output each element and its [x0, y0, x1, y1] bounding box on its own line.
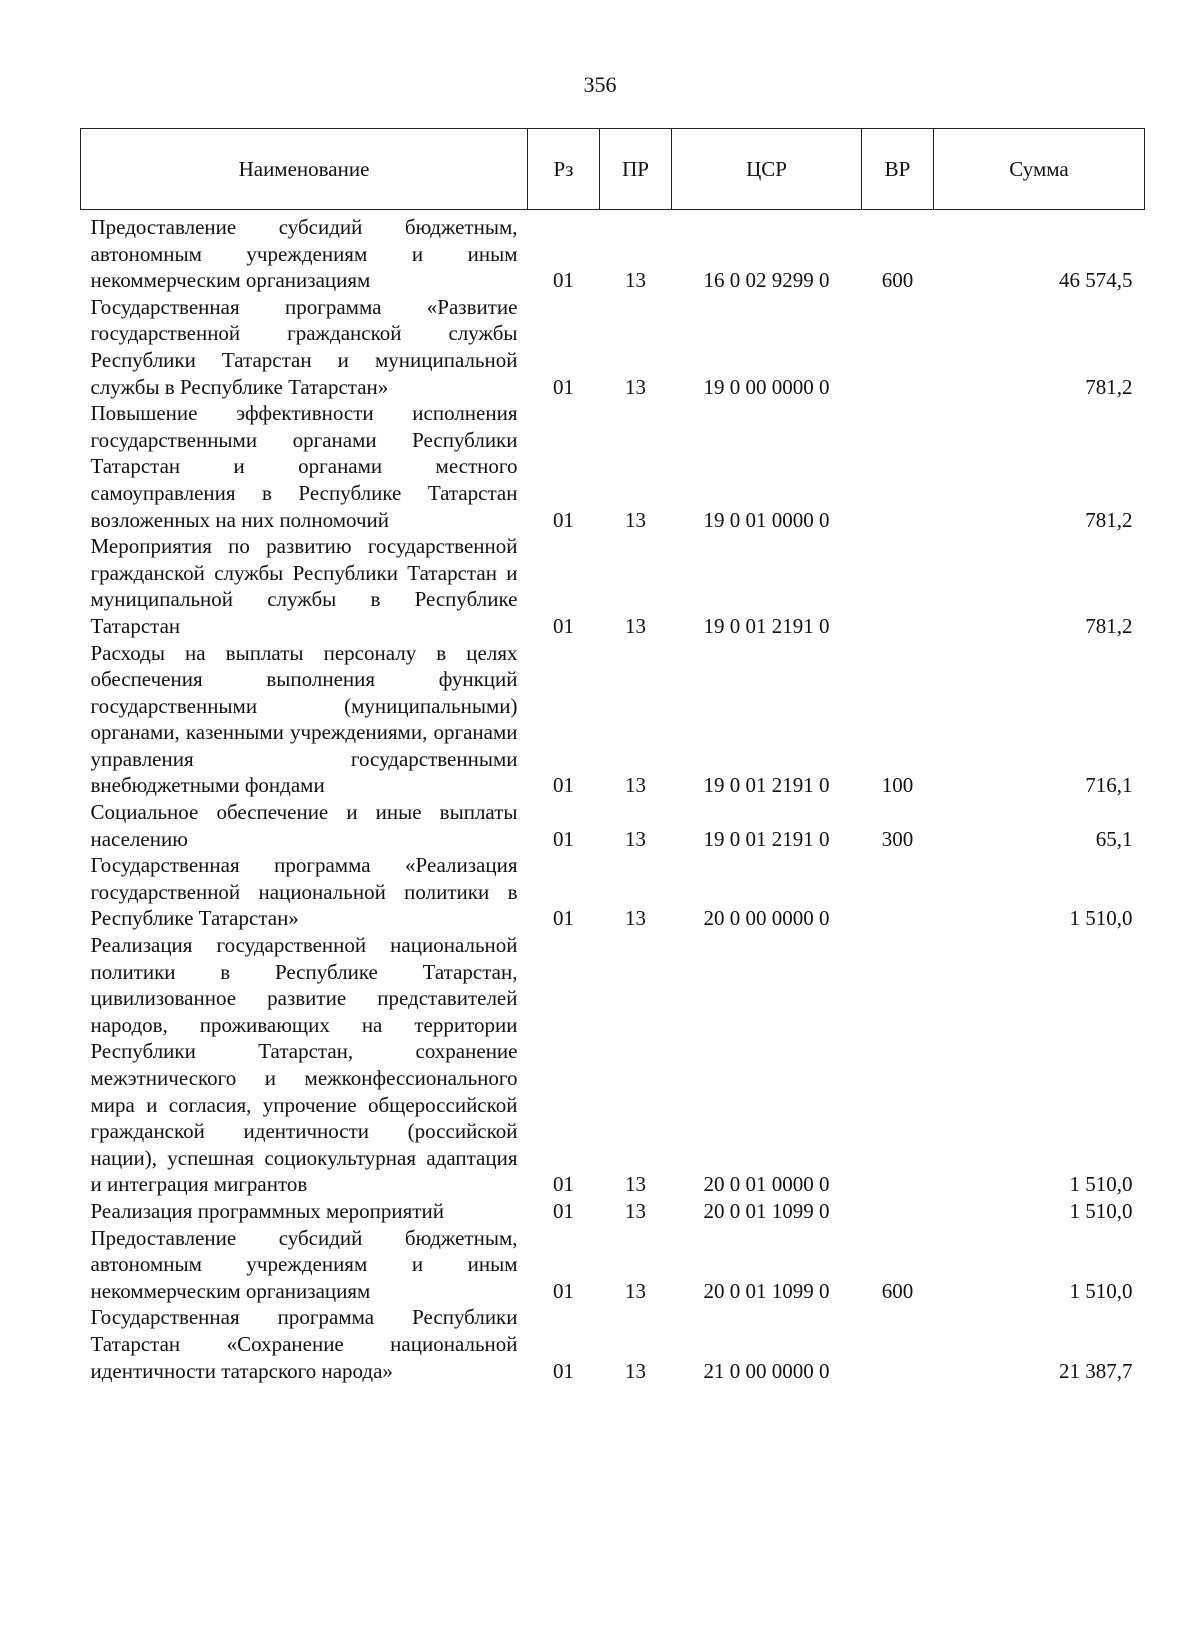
header-sum: Сумма — [934, 129, 1145, 210]
table-row — [81, 1225, 1145, 1305]
cell-sum: 1 510,0 — [1069, 906, 1133, 931]
cell-name: Государственная программа Республики Татарстан «Сохранение национальной идентичности татарского народа» — [90, 1305, 518, 1383]
table-row — [81, 1198, 1145, 1225]
cell-rz: 01 — [553, 826, 574, 851]
cell-csr: 16 0 02 9299 0 — [703, 268, 830, 293]
cell-sum: 46 574,5 — [1059, 268, 1133, 293]
header-pr: ПР — [600, 129, 672, 210]
cell-vr: 100 — [881, 773, 914, 798]
table-row — [81, 294, 1145, 400]
cell-sum: 1 510,0 — [1069, 1278, 1133, 1303]
header-csr: ЦСР — [672, 129, 862, 210]
cell-csr: 20 0 01 1099 0 — [703, 1278, 830, 1303]
cell-sum: 716,1 — [1085, 773, 1133, 798]
cell-csr: 19 0 01 2191 0 — [703, 773, 830, 798]
cell-name: Предоставление субсидий бюджетным, автономным учреждениям и иным некоммерческим организациям — [90, 215, 518, 293]
table-row — [81, 799, 1145, 852]
cell-vr — [862, 400, 934, 533]
cell-sum: 65,1 — [1095, 826, 1133, 851]
cell-vr: 600 — [881, 268, 914, 293]
header-vr: ВР — [862, 129, 934, 210]
cell-rz: 01 — [553, 374, 574, 399]
cell-vr — [862, 1198, 934, 1225]
cell-sum: 1 510,0 — [1069, 1198, 1133, 1223]
cell-pr: 13 — [625, 1358, 646, 1383]
cell-name: Реализация программных мероприятий — [90, 1198, 444, 1223]
cell-rz: 01 — [553, 613, 574, 638]
cell-name: Мероприятия по развитию государственной гражданской службы Республики Татарстан и муниципальной службы в Республике Татарстан — [90, 534, 518, 638]
cell-rz: 01 — [553, 906, 574, 931]
cell-rz: 01 — [553, 507, 574, 532]
cell-sum: 781,2 — [1085, 374, 1133, 399]
cell-name: Расходы на выплаты персоналу в целях обеспечения выполнения функций государственными (муниципальными) органами, казенными учреждениями, органами управления государственными внебюджетными фондами — [90, 640, 518, 798]
cell-csr: 20 0 01 1099 0 — [703, 1198, 830, 1223]
table-row — [81, 1304, 1145, 1384]
cell-pr: 13 — [625, 507, 646, 532]
cell-sum: 1 510,0 — [1069, 1172, 1133, 1197]
table-header — [81, 129, 1145, 210]
cell-name: Предоставление субсидий бюджетным, автономным учреждениям и иным некоммерческим организациям — [90, 1225, 518, 1303]
cell-vr — [862, 852, 934, 932]
cell-pr: 13 — [625, 906, 646, 931]
cell-rz: 01 — [553, 1172, 574, 1197]
cell-pr: 13 — [625, 773, 646, 798]
cell-pr: 13 — [625, 1172, 646, 1197]
cell-pr: 13 — [625, 613, 646, 638]
cell-rz: 01 — [553, 773, 574, 798]
cell-vr: 300 — [881, 826, 914, 851]
cell-csr: 19 0 01 2191 0 — [703, 826, 830, 851]
cell-csr: 20 0 01 0000 0 — [703, 1172, 830, 1197]
cell-csr: 19 0 01 0000 0 — [703, 507, 830, 532]
cell-rz: 01 — [553, 1198, 574, 1223]
cell-vr — [862, 533, 934, 639]
cell-name: Государственная программа «Развитие государственной гражданской службы Республики Татарстан и муниципальной службы в Республике Татарстан» — [90, 294, 518, 399]
header-rz: Рз — [528, 129, 600, 210]
cell-name: Социальное обеспечение и иные выплаты населению — [90, 800, 518, 851]
cell-pr: 13 — [625, 826, 646, 851]
cell-vr — [862, 1304, 934, 1384]
cell-sum: 21 387,7 — [1059, 1358, 1133, 1383]
cell-pr: 13 — [625, 1198, 646, 1223]
table-row — [81, 210, 1145, 294]
cell-vr — [862, 932, 934, 1198]
cell-rz: 01 — [553, 1358, 574, 1383]
table-row — [81, 400, 1145, 533]
cell-name: Повышение эффективности исполнения государственными органами Республики Татарстан и органами местного самоуправления в Республике Татарстан возложенных на них полномочий — [90, 401, 518, 532]
cell-vr: 600 — [881, 1278, 914, 1303]
cell-csr: 19 0 01 2191 0 — [703, 613, 830, 638]
budget-table — [80, 128, 1145, 1384]
table-row — [81, 932, 1145, 1198]
cell-csr: 21 0 00 0000 0 — [703, 1358, 830, 1383]
header-name: Наименование — [81, 129, 528, 210]
cell-rz: 01 — [553, 1278, 574, 1303]
table-row — [81, 640, 1145, 800]
cell-name: Реализация государственной национальной политики в Республике Татарстан, цивилизованное развитие представителей народов, проживающих на территории Республики Татарстан, сохранение межэтнического и межконфессионального мира и согласия, упрочение общероссийской гражданской идентичности (российской нации), успешная социокультурная адаптация и интеграция мигрантов — [90, 933, 518, 1197]
cell-sum: 781,2 — [1085, 507, 1133, 532]
cell-pr: 13 — [625, 1278, 646, 1303]
cell-vr — [862, 294, 934, 400]
cell-csr: 19 0 00 0000 0 — [703, 374, 830, 399]
table-row — [81, 533, 1145, 639]
cell-csr: 20 0 00 0000 0 — [703, 906, 830, 931]
page-number: 356 — [583, 72, 617, 97]
table-row — [81, 852, 1145, 932]
cell-rz: 01 — [553, 268, 574, 293]
cell-name: Государственная программа «Реализация государственной национальной политики в Республике Татарстан» — [90, 853, 518, 931]
cell-pr: 13 — [625, 374, 646, 399]
cell-pr: 13 — [625, 268, 646, 293]
cell-sum: 781,2 — [1085, 613, 1133, 638]
table-body — [81, 210, 1145, 1385]
